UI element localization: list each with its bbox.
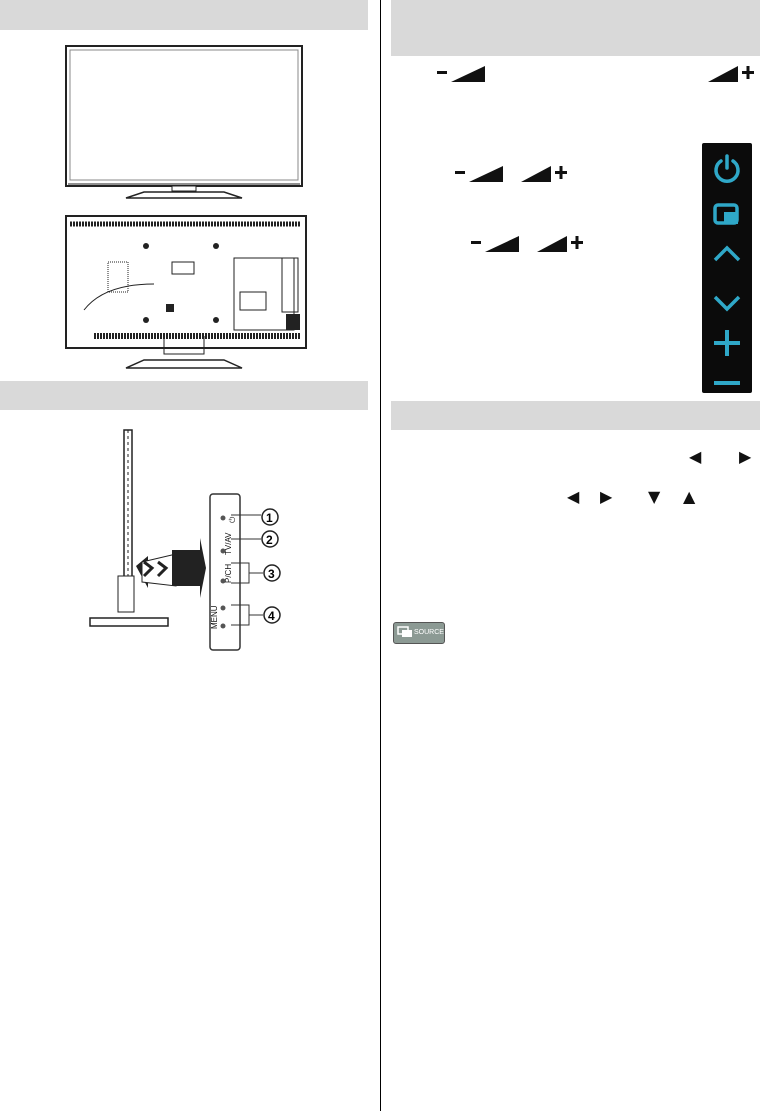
chevron-down-icon — [712, 293, 742, 313]
touch-control-panel — [702, 143, 752, 393]
right-arrow-icon: ▶ — [600, 487, 613, 506]
pch-label: P/CH — [224, 563, 233, 583]
side-button-panel — [209, 493, 295, 653]
tv-av-label: TV/AV — [224, 532, 233, 555]
right-arrow-icon: ▶ — [739, 447, 752, 466]
menu-label: MENU — [210, 605, 219, 629]
power-icon — [711, 153, 743, 185]
volume-up-icon — [521, 162, 571, 184]
source-button-icon — [393, 622, 445, 644]
callout-3: 3 — [268, 567, 275, 581]
section-header-bar-front-rear — [0, 0, 368, 30]
source-icon — [712, 202, 742, 228]
plus-icon — [712, 328, 742, 358]
chevron-up-icon — [712, 244, 742, 264]
left-arrow-icon: ◀ — [567, 487, 580, 506]
volume-up-icon — [537, 232, 587, 254]
section-header-bar-source — [391, 401, 760, 430]
minus-icon — [712, 379, 742, 387]
tv-rear-illustration — [64, 214, 310, 370]
volume-down-icon — [455, 162, 505, 184]
left-arrow-icon: ◀ — [689, 447, 702, 466]
tv-front-illustration — [64, 44, 304, 202]
standby-label: ⏻ — [228, 516, 237, 523]
down-arrow-icon: ▼ — [648, 487, 661, 506]
section-header-bar-remote-volume — [391, 0, 760, 56]
source-button-label: SOURCE — [414, 629, 444, 636]
up-arrow-icon: ▲ — [683, 487, 696, 506]
volume-down-icon — [471, 232, 521, 254]
callout-4: 4 — [268, 609, 275, 623]
callout-2: 2 — [266, 533, 273, 547]
column-divider — [380, 0, 381, 1111]
callout-1: 1 — [266, 511, 273, 525]
section-header-bar-side-controls — [0, 381, 368, 410]
volume-down-icon — [437, 62, 487, 84]
volume-up-icon — [708, 62, 758, 84]
